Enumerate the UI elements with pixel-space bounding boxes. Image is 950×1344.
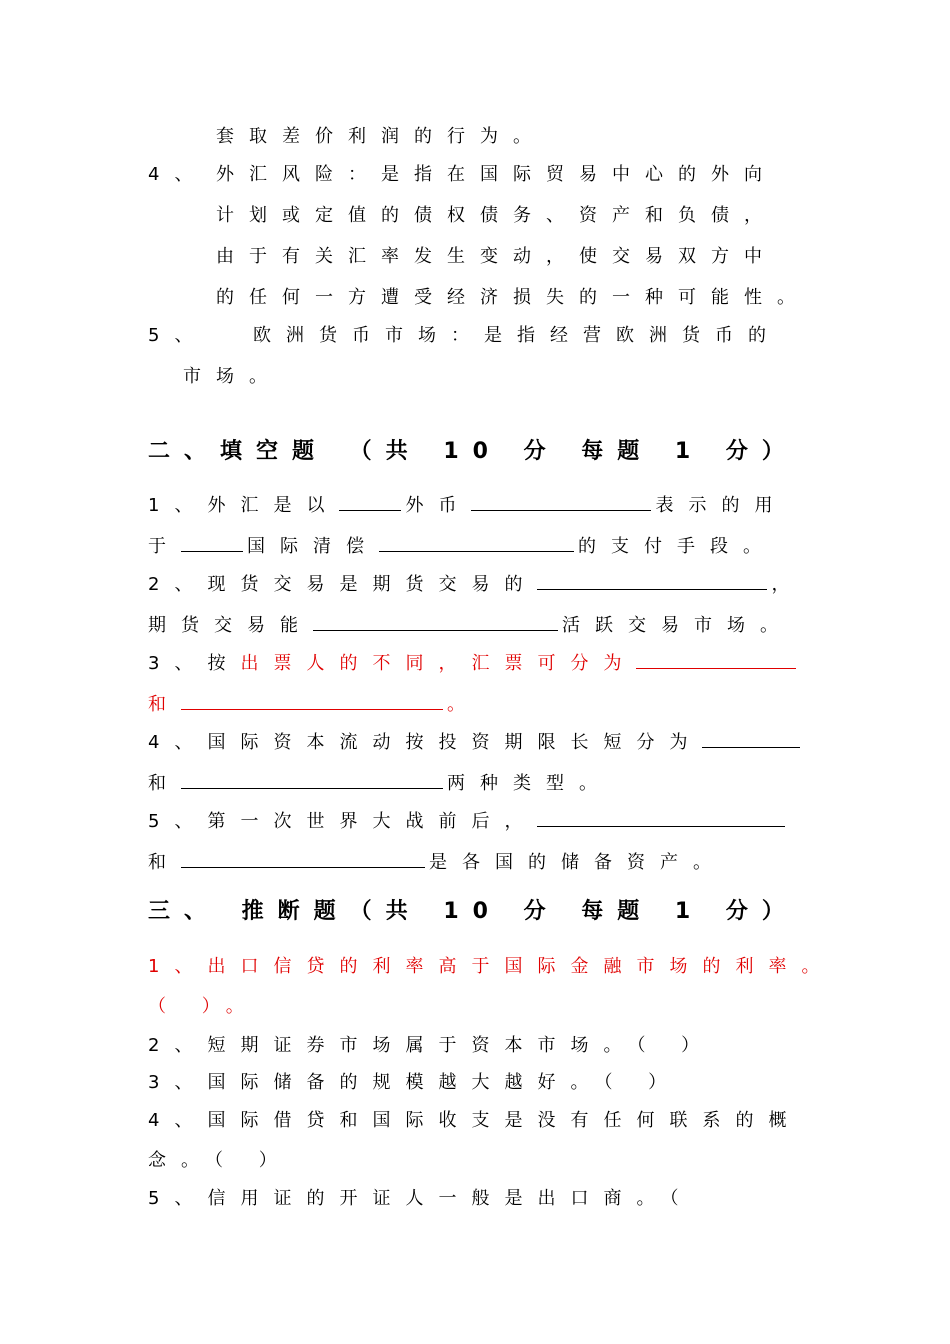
question-text: 3、按: [148, 653, 241, 674]
question-line: [148, 494, 787, 518]
question-line: [148, 772, 612, 796]
definition-text: 外汇风险：是指在国际贸易中心的外向: [216, 164, 777, 185]
question-line: [148, 851, 726, 875]
question-text: 外币: [405, 495, 472, 516]
answer-blank[interactable]: [537, 810, 785, 827]
answer-blank[interactable]: [339, 494, 401, 511]
answer-blank[interactable]: [471, 494, 651, 511]
definition-text: 计划或定值的债权债务、资产和负债，: [216, 205, 777, 226]
question-text-highlight: 。: [447, 694, 480, 715]
question-text: 5、第一次世界大战前后，: [148, 811, 538, 832]
question-line: [148, 535, 776, 559]
question-line: [148, 614, 793, 638]
question-text: 和: [148, 773, 181, 794]
question-text: 1、外汇是以: [148, 495, 340, 516]
question-text: 期货交易能: [148, 615, 313, 636]
answer-blank[interactable]: [379, 535, 574, 552]
question-text: 和: [148, 852, 181, 873]
question-line: 念。（ ）: [148, 1150, 292, 1171]
answer-blank[interactable]: [636, 652, 796, 669]
item-number: 5、: [148, 325, 208, 346]
definition-text: 欧洲货币市场：是指经营欧洲货币的: [253, 325, 781, 346]
question-text: 2、现货交易是期货交易的: [148, 574, 538, 595]
question-line: [148, 693, 480, 717]
question-text-highlight: 出票人的不同，汇票可分为: [240, 653, 637, 674]
question-text: 是各国的储备资产。: [429, 852, 726, 873]
item-number: 4、: [148, 164, 208, 185]
answer-bracket[interactable]: （ ）。: [148, 996, 259, 1017]
question-text: 4、国际资本流动按投资期限长短分为: [148, 732, 703, 753]
question-text: 国际清偿: [247, 536, 379, 557]
answer-blank[interactable]: [181, 535, 243, 552]
question-line: [148, 731, 804, 755]
text-line: 套取差价利润的行为。: [216, 126, 546, 147]
answer-blank[interactable]: [181, 851, 425, 868]
question-line: [148, 652, 800, 676]
section-heading: 三、 推断题（共 10 分 每题 1 分）: [148, 899, 798, 924]
question-text: ，: [771, 574, 805, 595]
question-line-highlight: 1、出口信贷的利率高于国际金融市场的利率。: [148, 956, 835, 977]
answer-blank[interactable]: [537, 573, 767, 590]
question-text-highlight: 和: [148, 694, 181, 715]
question-line: [148, 573, 804, 597]
answer-blank[interactable]: [181, 693, 443, 710]
question-line: 2、短期证券市场属于资本市场。（ ）: [148, 1035, 715, 1056]
question-text: 活跃交易市场。: [562, 615, 793, 636]
question-text: 表示的用: [655, 495, 788, 516]
answer-blank[interactable]: [181, 772, 443, 789]
definition-text: 由于有关汇率发生变动，使交易双方中: [216, 246, 777, 267]
definition-text: 市场。: [183, 366, 282, 387]
section-heading: 二、填空题 （共 10 分 每题 1 分）: [148, 439, 798, 464]
question-text: 于: [148, 536, 181, 557]
question-line: 3、国际储备的规模越大越好。（ ）: [148, 1072, 682, 1093]
question-line: 5、信用证的开证人一般是出口商。（: [148, 1188, 694, 1209]
answer-blank[interactable]: [702, 731, 800, 748]
answer-blank[interactable]: [313, 614, 558, 631]
question-line: 4、国际借贷和国际收支是没有任何联系的概: [148, 1110, 802, 1131]
question-line: [148, 810, 789, 834]
definition-text: 的任何一方遭受经济损失的一种可能性。: [216, 287, 810, 308]
question-text: 的支付手段。: [578, 536, 776, 557]
question-text: 两种类型。: [447, 773, 612, 794]
